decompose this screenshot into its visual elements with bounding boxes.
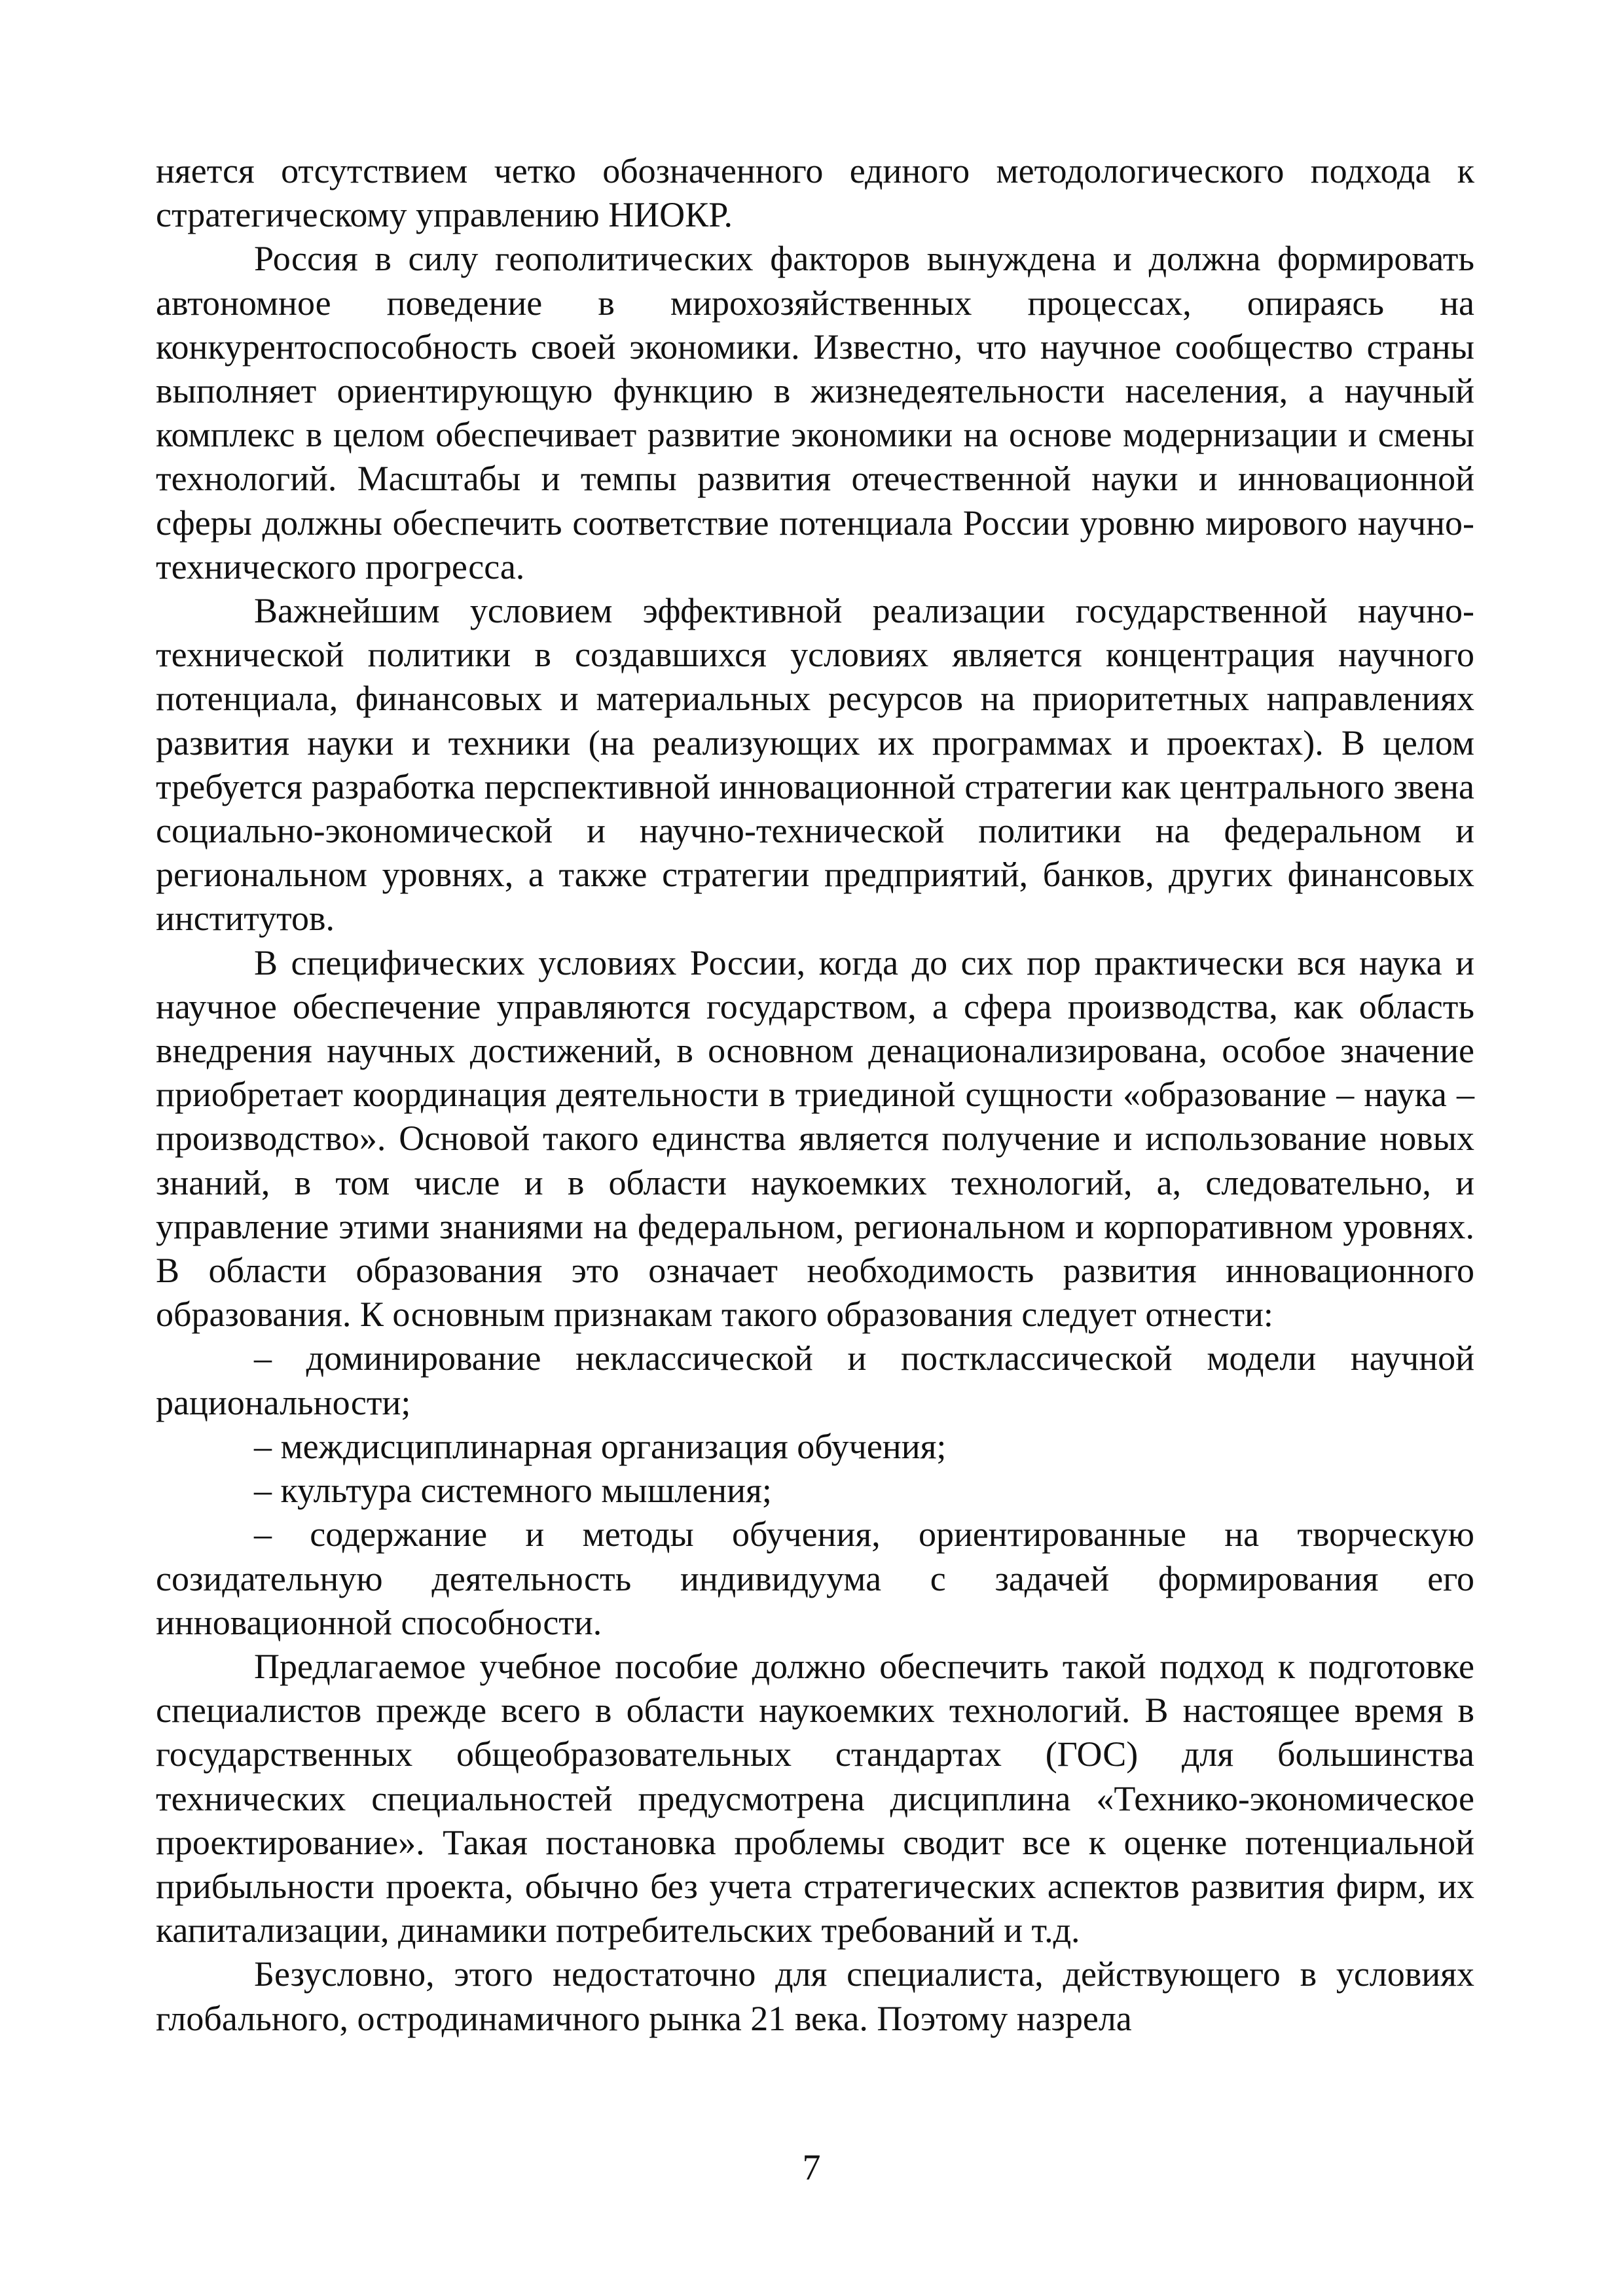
list-item: – доминирование неклассической и постклассической модели научной рациональности; xyxy=(156,1338,1474,1422)
body-text xyxy=(156,149,1474,2041)
list-item: – междисциплинарная организация обучения; xyxy=(254,1426,947,1466)
list-item: – содержание и методы обучения, ориентированные на творческую созидательную деятельность индивидуума с задачей формирования его инновационной способности. xyxy=(156,1515,1474,1642)
list-item: – культура системного мышления; xyxy=(254,1471,772,1511)
paragraph-conclusion: Безусловно, этого недостаточно для специалиста, действующего в условиях глобального, остродинамичного рынка 21 века. Поэтому назрела xyxy=(156,1954,1474,2038)
paragraph-russia-geopolitics: Россия в силу геополитических факторов вынуждена и должна формировать автономное поведение в мирохозяйственных процессах, опираясь на конкурентоспособность своей экономики. Известно, что научное сообщество страны выполняет ориентирующую функцию в жизнедеятельности населения, а научный комплекс в целом обеспечивает развитие экономики на основе модернизации и смены технологий. Масштабы и темпы развития отечественной науки и инновационной сферы должны обеспечить соответствие потенциала России уровню мирового научно-технического прогресса. xyxy=(156,239,1474,586)
paragraph-textbook-purpose: Предлагаемое учебное пособие должно обеспечить такой подход к подготовке специалистов прежде всего в области наукоемких технологий. В настоящее время в государственных общеобразовательных стандартах (ГОС) для большинства технических специальностей предусмотрена дисциплина «Технико-экономическое проектирование». Такая постановка проблемы сводит все к оценке потенциальной прибыльности проекта, обычно без учета стратегических аспектов развития фирм, их капитализации, динамики потребительских требований и т.д. xyxy=(156,1646,1474,1950)
page-number: 7 xyxy=(802,2147,821,2188)
paragraph-continuation: няется отсутствием четко обозначенного единого методологического подхода к стратегическому управлению НИОКР. xyxy=(156,151,1474,235)
paragraph-specific-conditions: В специфических условиях России, когда до сих пор практически вся наука и научное обеспечение управляются государством, а сфера производства, как область внедрения научных достижений, в основном денационализирована, особое значение приобретает координация деятельности в триединой сущности «образование – наука – производство». Основой такого единства является получение и использование новых знаний, в том числе и в области наукоемких технологий, а, следовательно, и управление этими знаниями на федеральном, региональном и корпоративном уровнях. В области образования это означает необходимость развития инновационного образования. К основным признакам такого образования следует отнести: xyxy=(156,942,1474,1335)
paragraph-state-policy: Важнейшим условием эффективной реализации государственной научно-технической политики в создавшихся условиях является концентрация научного потенциала, финансовых и материальных ресурсов на приоритетных направлениях развития науки и техники (на реализующих их программах и проектах). В целом требуется разработка перспективной инновационной стратегии как центрального звена социально-экономической и научно-технической политики на федеральном и региональном уровнях, а также стратегии предприятий, банков, других финансовых институтов. xyxy=(156,591,1474,939)
